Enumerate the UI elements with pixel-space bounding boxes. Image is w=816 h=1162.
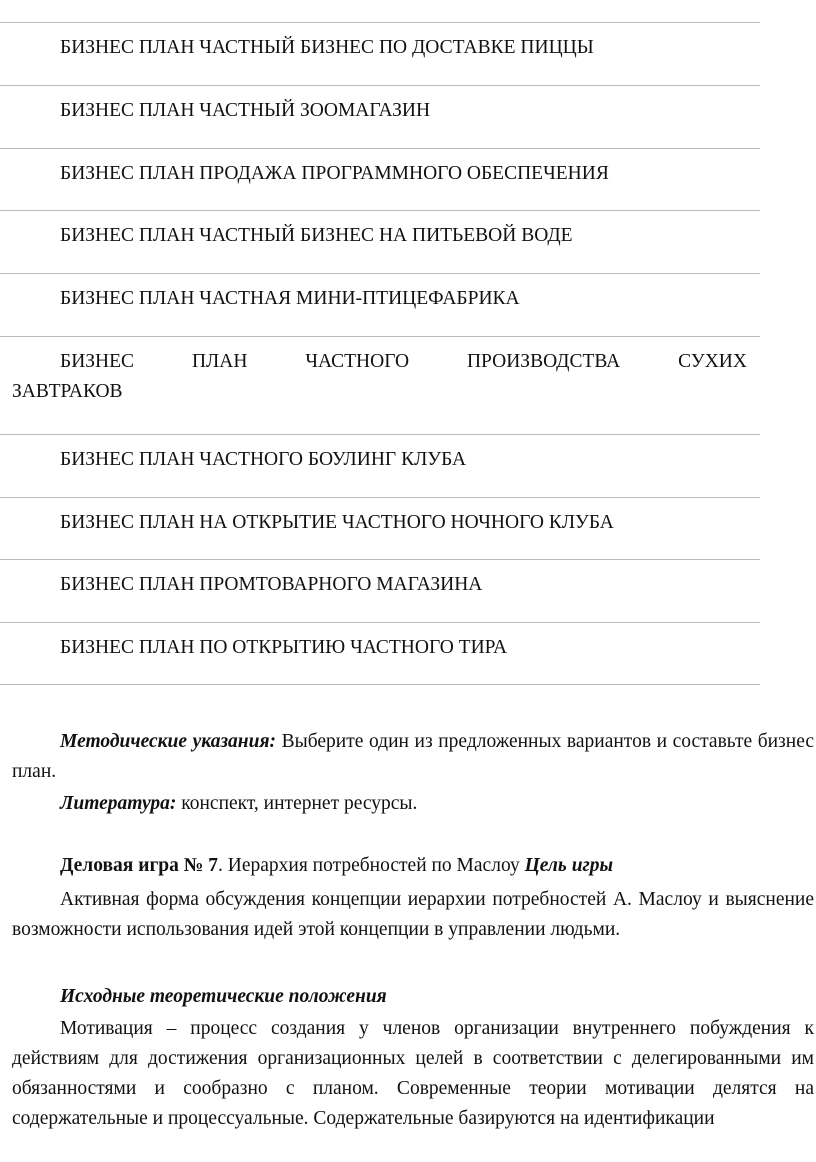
theory-heading-text: Исходные теоретические положения	[60, 986, 387, 1007]
plan-item-general-store: БИЗНЕС ПЛАН ПРОМТОВАРНОГО МАГАЗИНА	[60, 574, 483, 595]
literature	[12, 789, 814, 819]
literature-text: конспект, интернет ресурсы.	[176, 793, 418, 814]
motivation-paragraph	[12, 1014, 814, 1134]
row-divider	[0, 434, 760, 435]
row-divider	[0, 273, 760, 274]
method-label: Методические указания:	[60, 731, 277, 752]
plan-item-software-sales: БИЗНЕС ПЛАН ПРОДАЖА ПРОГРАММНОГО ОБЕСПЕЧЕНИЯ	[60, 163, 609, 184]
plan-item-bowling-club: БИЗНЕС ПЛАН ЧАСТНОГО БОУЛИНГ КЛУБА	[60, 449, 467, 470]
plan-item-shooting-range: БИЗНЕС ПЛАН ПО ОТКРЫТИЮ ЧАСТНОГО ТИРА	[60, 637, 508, 658]
plan-word: ПЛАН	[191, 351, 248, 372]
goal-text: Активная форма обсуждения концепции иерархии потребностей А. Маслоу и выяснение возможности использования идей этой концепции в управлении людьми.	[12, 889, 814, 940]
plan-item-breakfast-cereals	[12, 347, 747, 407]
row-divider	[0, 148, 760, 149]
plan-item-pet-shop: БИЗНЕС ПЛАН ЧАСТНЫЙ ЗООМАГАЗИН	[60, 100, 431, 121]
plan-word: ЗАВТРАКОВ	[12, 381, 123, 402]
plan-item-pizza-delivery: БИЗНЕС ПЛАН ЧАСТНЫЙ БИЗНЕС ПО ДОСТАВКЕ ПИЦЦЫ	[60, 37, 594, 58]
game-label: Деловая игра № 7	[60, 855, 218, 876]
row-divider	[0, 22, 760, 23]
row-divider	[0, 622, 760, 623]
game-text: . Иерархия потребностей по Маслоу	[218, 855, 525, 876]
business-game-heading	[12, 851, 814, 881]
plan-word: ЧАСТНОГО	[305, 351, 410, 372]
row-divider	[0, 497, 760, 498]
row-divider	[0, 559, 760, 560]
goal-paragraph	[12, 885, 814, 945]
goal-label: Цель игры	[524, 855, 614, 876]
row-divider	[0, 210, 760, 211]
row-divider	[0, 684, 760, 685]
row-divider	[0, 85, 760, 86]
literature-label: Литература:	[60, 793, 177, 814]
plan-word: ПРОИЗВОДСТВА	[466, 351, 621, 372]
plan-item-night-club: БИЗНЕС ПЛАН НА ОТКРЫТИЕ ЧАСТНОГО НОЧНОГО КЛУБА	[60, 512, 614, 533]
method-instructions	[12, 727, 814, 787]
row-divider	[0, 336, 760, 337]
plan-word: БИЗНЕС	[60, 351, 135, 372]
motivation-text: Мотивация – процесс создания у членов организации внутреннего побуждения к действиям для достижения организационных целей в соответствии с делегированными им обязанностями и сообразно с планом. Современные теории мотивации делятся на содержательные и процессуальные. Содержательные базируются на идентификации	[12, 1018, 814, 1129]
plan-word: СУХИХ	[678, 351, 747, 372]
theory-heading	[12, 982, 814, 1012]
method-text: Выберите один из предложенных вариантов и составьте бизнес план.	[12, 731, 814, 782]
plan-item-poultry-farm: БИЗНЕС ПЛАН ЧАСТНАЯ МИНИ-ПТИЦЕФАБРИКА	[60, 288, 520, 309]
plan-item-drinking-water: БИЗНЕС ПЛАН ЧАСТНЫЙ БИЗНЕС НА ПИТЬЕВОЙ ВОДЕ	[60, 225, 573, 246]
